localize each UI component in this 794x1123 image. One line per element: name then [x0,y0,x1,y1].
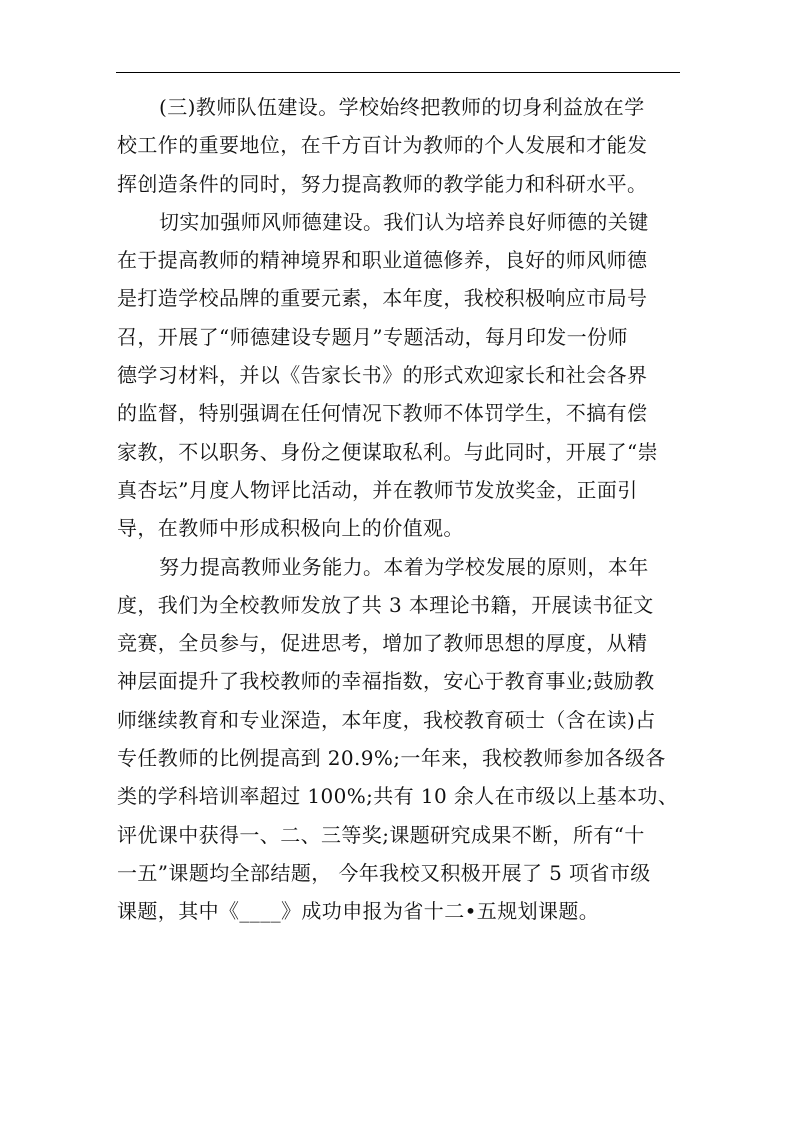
text-line: 导，在教师中形成积极向上的价值观。 [117,516,464,541]
text-line: 的监督，特别强调在任何情况下教师不体罚学生，不搞有偿 [117,401,648,426]
text-line: 一五”课题均全部结题， 今年我校又积极开展了 5 项省市级 [117,860,651,885]
text-line: 是打造学校品牌的重要元素，本年度，我校积极响应市局号 [117,286,648,311]
document-body [117,88,679,931]
text-line: 类的学科培训率超过 100%;共有 10 余人在市级以上基本功、 [117,784,679,809]
text-line: 课题，其中《____》成功申报为省十二•五规划课题。 [117,899,600,924]
text-line: 切实加强师风师德建设。我们认为培养良好师德的关键 [159,209,649,234]
text-line: 神层面提升了我校教师的幸福指数，安心于教育事业;鼓励教 [117,669,655,694]
text-line: 真杏坛”月度人物评比活动，并在教师节发放奖金，正面引 [117,477,638,502]
text-line: 校工作的重要地位，在千方百计为教师的个人发展和才能发 [117,133,648,158]
text-line: 挥创造条件的同时，努力提高教师的教学能力和科研水平。 [117,171,648,196]
text-line: 评优课中获得一、二、三等奖;课题研究成果不断，所有“十 [117,822,645,847]
text-line: (三)教师队伍建设。学校始终把教师的切身利益放在学 [159,95,645,119]
header-rule [116,72,680,73]
text-line: 努力提高教师业务能力。本着为学校发展的原则，本年 [159,554,649,579]
text-line: 度，我们为全校教师发放了共 3 本理论书籍，开展读书征文 [117,592,654,617]
text-line: 在于提高教师的精神境界和职业道德修养，良好的师风师德 [117,248,648,273]
text-line: 竞赛，全员参与，促进思考，增加了教师思想的厚度，从精 [117,631,648,656]
text-line: 召，开展了“师德建设专题月”专题活动，每月印发一份师 [117,324,628,349]
text-line: 师继续教育和专业深造，本年度，我校教育硕士（含在读)占 [117,707,656,732]
text-line: 家教，不以职务、身份之便谋取私利。与此同时，开展了“崇 [117,439,659,464]
text-line: 德学习材料，并以《告家长书》的形式欢迎家长和社会各界 [117,363,648,388]
text-line: 专任教师的比例提高到 20.9%;一年来，我校教师参加各级各 [117,746,666,771]
